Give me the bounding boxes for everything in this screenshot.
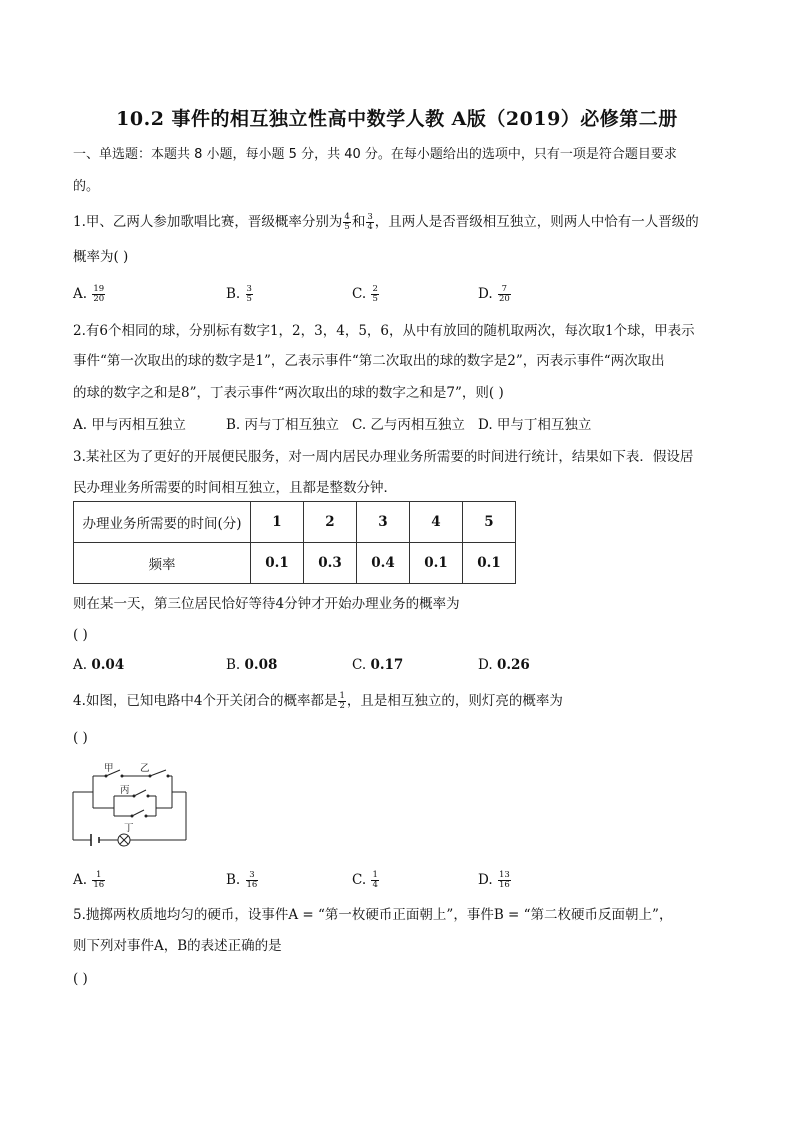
q4-fraction: $\frac{1}{2}$ (339, 691, 345, 711)
switch-ding (132, 810, 144, 816)
q4-stem-line-2: ( ) (73, 730, 88, 746)
table-header-cell: 办理业务所需要的时间(分) (74, 502, 251, 543)
q1-text-b: ，且两人是否晋级相互独立，则两人中恰有一人晋级的 (374, 214, 699, 230)
page-title: 10.2 事件的相互独立性高中数学人教 A版（2019）必修第二册 (116, 108, 678, 130)
table-row (74, 502, 516, 543)
switch-bing (134, 790, 146, 796)
table-cell: 0.3 (304, 543, 357, 584)
circuit-label-bing: 丙 (120, 785, 130, 796)
q3-option-b[interactable]: B. 0.08 (226, 657, 278, 673)
q5-stem-line-3: ( ) (73, 971, 88, 987)
q4-option-b[interactable]: B. $\frac{3}{16}$ (226, 870, 258, 890)
circuit-diagram (68, 760, 193, 850)
q4-stem-line-1 (73, 692, 563, 711)
q3-stem-line-4: ( ) (73, 627, 88, 643)
table-cell: 0.1 (410, 543, 463, 584)
q2-option-d[interactable]: D. 甲与丁相互独立 (478, 417, 592, 433)
q4-text-a: 4.如图，已知电路中4个开关闭合的概率都是 (73, 693, 338, 709)
q1-option-b[interactable]: B. $\frac{3}{5}$ (226, 284, 252, 304)
q3-option-c[interactable]: C. 0.17 (352, 657, 404, 673)
q2-stem-line-2: 事件“第一次取出的球的数字是1”，乙表示事件“第二次取出的球的数字是2”，丙表示事件“两次取出 (73, 353, 665, 369)
table-cell: 0.1 (251, 543, 304, 584)
q2-option-b[interactable]: B. 丙与丁相互独立 (226, 417, 340, 433)
q5-stem-line-1: 5.抛掷两枚质地均匀的硬币，设事件A = “第一枚硬币正面朝上”，事件B = “第二枚硬币反面朝上”， (73, 907, 673, 923)
q1-fraction-1: $\frac{4}{5}$ (344, 212, 350, 232)
section-heading-line-2: 的。 (73, 179, 100, 194)
q5-stem-line-2: 则下列对事件A，B的表述正确的是 (73, 938, 282, 954)
q2-option-c[interactable]: C. 乙与丙相互独立 (352, 417, 465, 433)
table-cell: 0.1 (463, 543, 516, 584)
q3-option-a[interactable]: A. 0.04 (73, 657, 125, 673)
q4-option-c[interactable]: C. $\frac{1}{4}$ (352, 870, 378, 890)
q1-option-d[interactable]: D. $\frac{7}{20}$ (478, 284, 510, 304)
q1-text-and: 和 (351, 214, 366, 230)
q1-stem-line-1 (73, 213, 699, 232)
table-cell: 2 (304, 502, 357, 543)
section-heading-line-1: 一、单选题：本题共 8 小题，每小题 5 分，共 40 分。在每小题给出的选项中，只有一项是符合题目要求 (73, 147, 677, 162)
q3-stem-line-1: 3.某社区为了更好的开展便民服务，对一周内居民办理业务所需要的时间进行统计，结果如下表．假设居 (73, 449, 694, 465)
table-cell: 3 (357, 502, 410, 543)
table-cell: 4 (410, 502, 463, 543)
table-cell: 0.4 (357, 543, 410, 584)
frequency-table (73, 501, 516, 584)
q1-text-a: 1.甲、乙两人参加歌唱比赛，晋级概率分别为 (73, 214, 343, 230)
table-row (74, 543, 516, 584)
circuit-label-ding: 丁 (124, 823, 134, 834)
q3-stem-line-3: 则在某一天，第三位居民恰好等待4分钟才开始办理业务的概率为 (73, 596, 460, 612)
switch-yi (150, 770, 166, 776)
table-cell: 1 (251, 502, 304, 543)
table-header-cell: 频率 (74, 543, 251, 584)
circuit-label-jia: 甲 (104, 763, 114, 774)
q4-option-a[interactable]: A. $\frac{1}{16}$ (73, 870, 105, 890)
q1-fraction-2: $\frac{3}{4}$ (367, 212, 373, 232)
q3-option-d[interactable]: D. 0.26 (478, 657, 530, 673)
q1-option-a[interactable]: A. $\frac{19}{20}$ (73, 284, 105, 304)
q4-option-d[interactable]: D. $\frac{13}{16}$ (478, 870, 510, 890)
q1-stem-line-2: 概率为( ) (73, 249, 129, 265)
q2-stem-line-3: 的球的数字之和是8”，丁表示事件“两次取出的球的数字之和是7”，则( ) (73, 385, 504, 401)
circuit-label-yi: 乙 (140, 763, 150, 774)
q1-option-c[interactable]: C. $\frac{2}{5}$ (352, 284, 378, 304)
table-cell: 5 (463, 502, 516, 543)
q3-stem-line-2: 民办理业务所需要的时间相互独立，且都是整数分钟． (73, 480, 397, 496)
q2-option-a[interactable]: A. 甲与丙相互独立 (73, 417, 186, 433)
q4-text-b: ，且是相互独立的，则灯亮的概率为 (346, 693, 563, 709)
q2-stem-line-1: 2.有6个相同的球，分别标有数字1，2，3，4，5，6，从中有放回的随机取两次，每次取1个球，甲表示 (73, 323, 695, 339)
